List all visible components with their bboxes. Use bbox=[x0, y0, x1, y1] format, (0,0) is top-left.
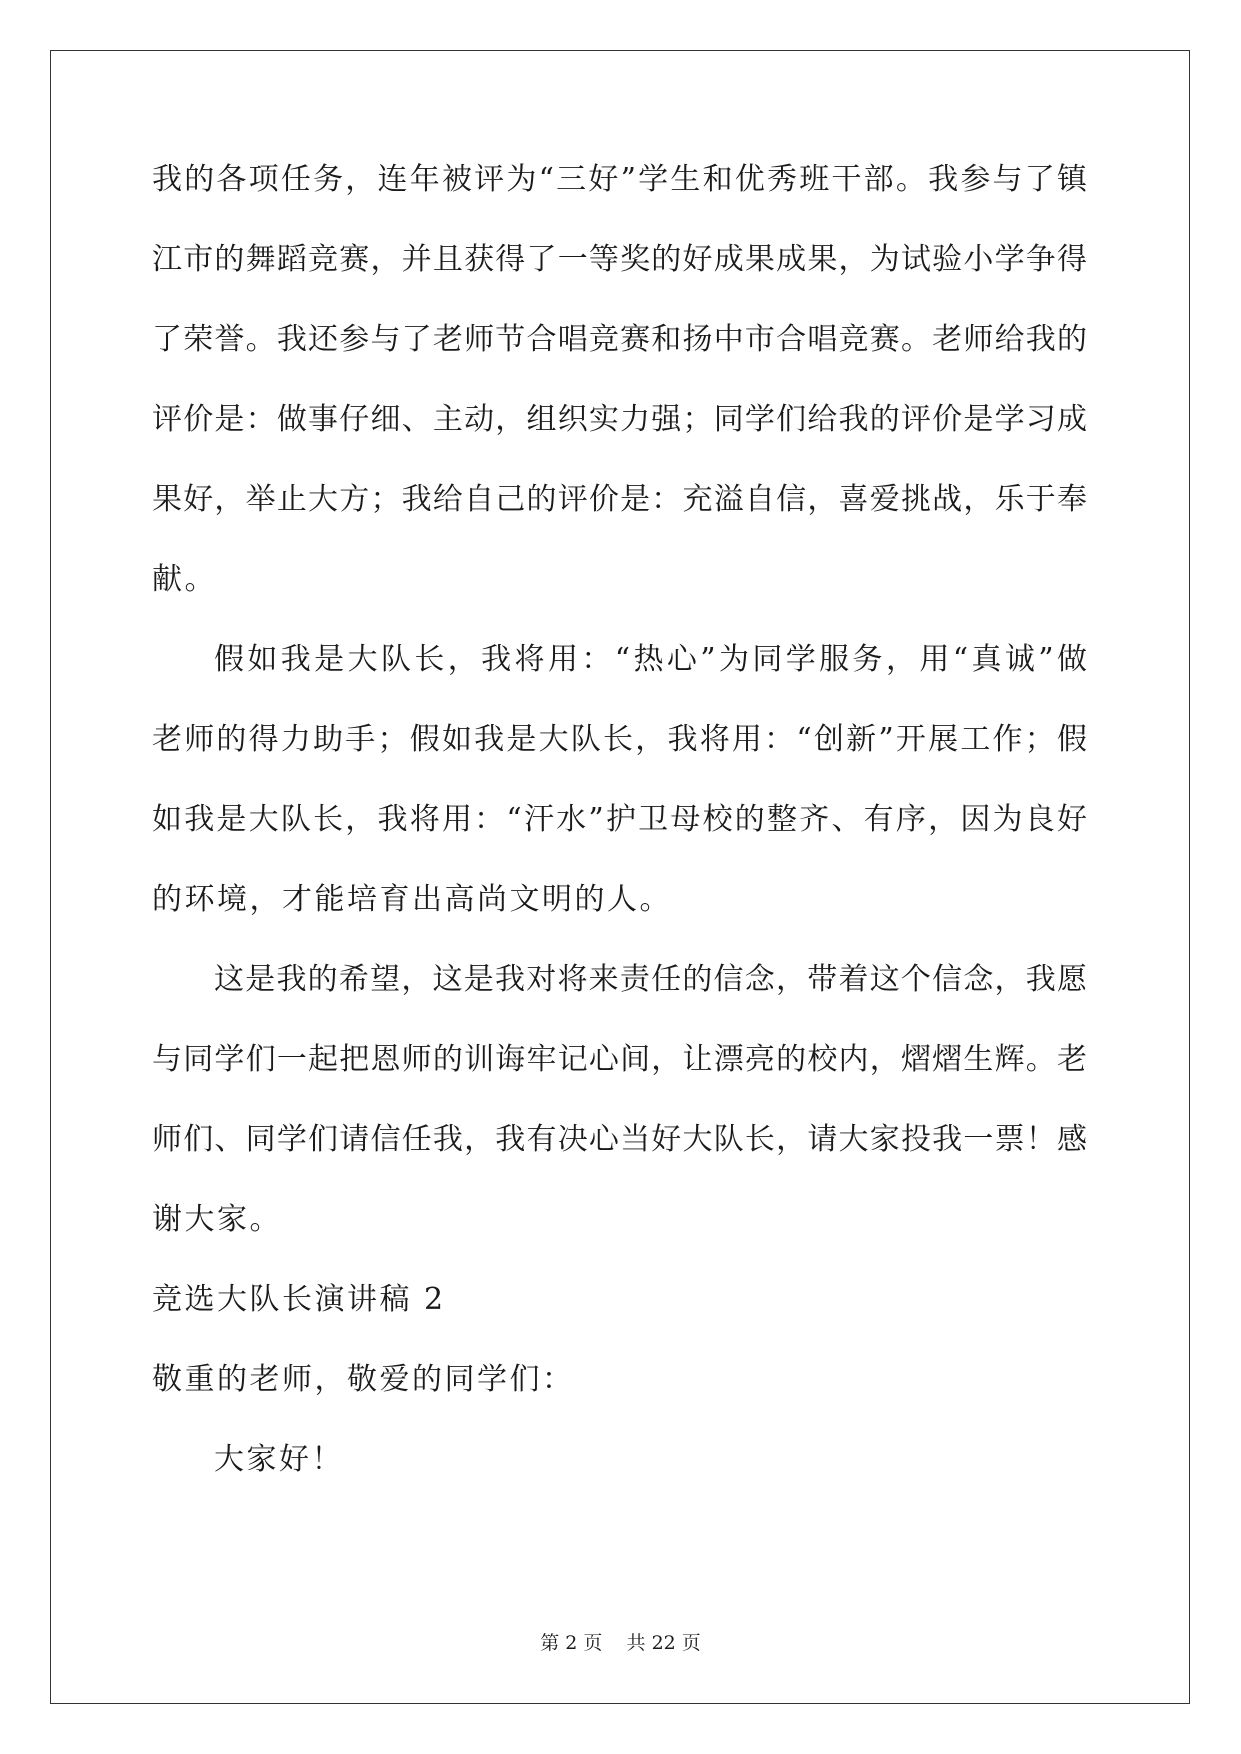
text-line: 这是我的希望，这是我对将来责任的信念，带着这个信念，我愿 bbox=[214, 962, 1087, 997]
text-line: 老师的得力助手；假如我是大队长，我将用：“创新”开展工作；假 bbox=[152, 722, 1087, 757]
text-line: 谢大家。 bbox=[152, 1202, 282, 1237]
text-line: 江市的舞蹈竞赛，并且获得了一等奖的好成果成果，为试验小学争得 bbox=[152, 242, 1087, 277]
salutation: 敬重的老师，敬爱的同学们： bbox=[152, 1362, 575, 1397]
text-line: 评价是：做事仔细、主动，组织实力强；同学们给我的评价是学习成 bbox=[152, 402, 1087, 437]
text-line: 我的各项任务，连年被评为“三好”学生和优秀班干部。我参与了镇 bbox=[152, 162, 1087, 197]
section-heading: 竞选大队长演讲稿 2 bbox=[152, 1282, 446, 1317]
text-line: 假如我是大队长，我将用：“热心”为同学服务，用“真诚”做 bbox=[214, 642, 1087, 677]
text-line: 果好，举止大方；我给自己的评价是：充溢自信，喜爱挑战，乐于奉 bbox=[152, 482, 1087, 517]
greeting: 大家好！ bbox=[214, 1442, 344, 1477]
text-line: 了荣誉。我还参与了老师节合唱竞赛和扬中市合唱竞赛。老师给我的 bbox=[152, 322, 1087, 357]
document-body bbox=[152, 162, 1087, 1525]
text-line: 献。 bbox=[152, 562, 217, 597]
page-number: 第 2 页 共 22 页 bbox=[540, 1632, 701, 1654]
text-line: 与同学们一起把恩师的训诲牢记心间，让漂亮的校内，熠熠生辉。老 bbox=[152, 1042, 1087, 1077]
text-line: 如我是大队长，我将用：“汗水”护卫母校的整齐、有序，因为良好 bbox=[152, 802, 1087, 837]
text-line: 师们、同学们请信任我，我有决心当好大队长，请大家投我一票！感 bbox=[152, 1122, 1087, 1157]
text-line: 的环境，才能培育出高尚文明的人。 bbox=[152, 882, 672, 917]
